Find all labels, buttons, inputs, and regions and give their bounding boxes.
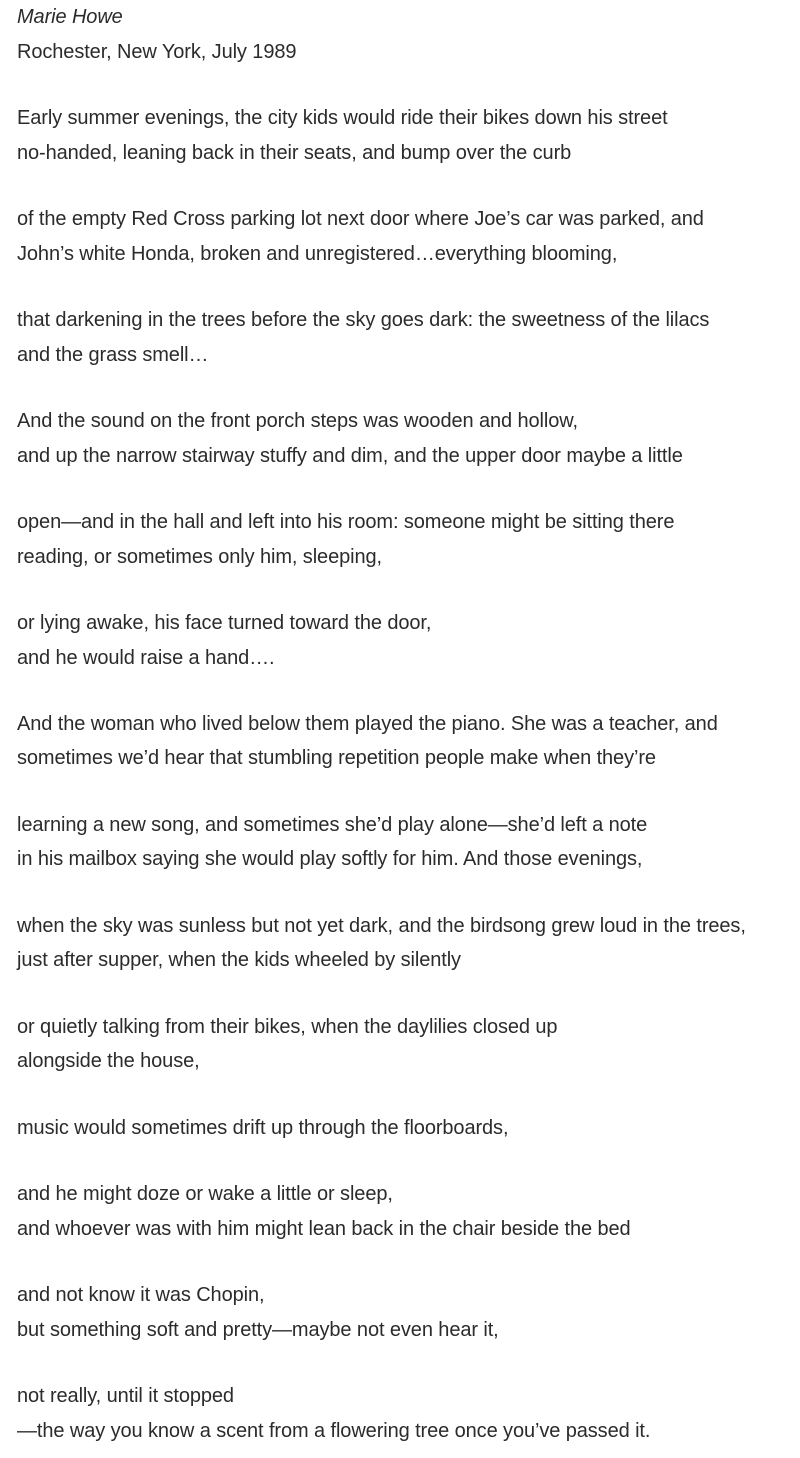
stanza [17, 1379, 792, 1448]
stanza-gap [17, 574, 792, 606]
poem-line: no-handed, leaning back in their seats, and bump over the curb [17, 141, 572, 164]
stanza [17, 1177, 792, 1246]
poem-line: And the woman who lived below them played the piano. She was a teacher, and [17, 712, 718, 735]
stanza-gap [17, 372, 792, 404]
stanza [17, 505, 792, 574]
stanza [17, 1010, 792, 1079]
poem-line: or lying awake, his face turned toward the door, [17, 611, 432, 634]
poem-line: and the grass smell… [17, 343, 209, 366]
stanza [17, 808, 792, 877]
stanza [17, 1278, 792, 1347]
stanza [17, 909, 792, 978]
stanza-gap [17, 1079, 792, 1111]
poem-line: Early summer evenings, the city kids would ride their bikes down his street [17, 106, 668, 129]
poem-line: alongside the house, [17, 1050, 200, 1073]
stanza-gap [17, 473, 792, 505]
poem-line: when the sky was sunless but not yet dark, and the birdsong grew loud in the trees, [17, 914, 746, 937]
stanza [17, 1111, 792, 1146]
poem-line: that darkening in the trees before the sky goes dark: the sweetness of the lilacs [17, 308, 710, 331]
stanza-gap [17, 170, 792, 202]
poem-line: and he would raise a hand…. [17, 646, 275, 669]
stanza-gap [17, 1246, 792, 1278]
poem-line: or quietly talking from their bikes, when the daylilies closed up [17, 1015, 558, 1038]
poem-line: but something soft and pretty—maybe not even hear it, [17, 1318, 499, 1341]
poem-line: And the sound on the front porch steps was wooden and hollow, [17, 409, 578, 432]
poem-line: reading, or sometimes only him, sleeping, [17, 545, 382, 568]
poem-line: not really, until it stopped [17, 1384, 234, 1407]
stanza-gap [17, 1347, 792, 1379]
poem-dateline: Rochester, New York, July 1989 [17, 40, 297, 63]
poem-line: —the way you know a scent from a flowering tree once you’ve passed it. [17, 1419, 651, 1442]
poem-line: open—and in the hall and left into his room: someone might be sitting there [17, 510, 675, 533]
poem-line: learning a new song, and sometimes she’d play alone—she’d left a note [17, 813, 648, 836]
poem-line: just after supper, when the kids wheeled by silently [17, 949, 461, 972]
poem-header [17, 0, 792, 69]
poem-line: and whoever was with him might lean back in the chair beside the bed [17, 1217, 631, 1240]
poem-line: and he might doze or wake a little or sleep, [17, 1182, 393, 1205]
poem-line: John’s white Honda, broken and unregistered…everything blooming, [17, 242, 618, 265]
poem-author: Marie Howe [17, 6, 123, 28]
poem-line: of the empty Red Cross parking lot next door where Joe’s car was parked, and [17, 207, 704, 230]
stanza [17, 707, 792, 776]
poem-line: music would sometimes drift up through the floorboards, [17, 1116, 509, 1139]
stanza [17, 101, 792, 170]
stanza [17, 606, 792, 675]
poem-line: in his mailbox saying she would play softly for him. And those evenings, [17, 848, 643, 871]
poem-line: and up the narrow stairway stuffy and dim, and the upper door maybe a little [17, 444, 683, 467]
stanza [17, 404, 792, 473]
poem-body [17, 101, 792, 1448]
header-gap [17, 69, 792, 101]
stanza-gap [17, 1145, 792, 1177]
stanza-gap [17, 675, 792, 707]
stanza-gap [17, 877, 792, 909]
stanza [17, 202, 792, 271]
poem-line: and not know it was Chopin, [17, 1283, 265, 1306]
stanza-gap [17, 776, 792, 808]
stanza-gap [17, 978, 792, 1010]
poem-page [17, 0, 792, 1448]
stanza-gap [17, 271, 792, 303]
poem-line: sometimes we’d hear that stumbling repetition people make when they’re [17, 747, 656, 770]
stanza [17, 303, 792, 372]
